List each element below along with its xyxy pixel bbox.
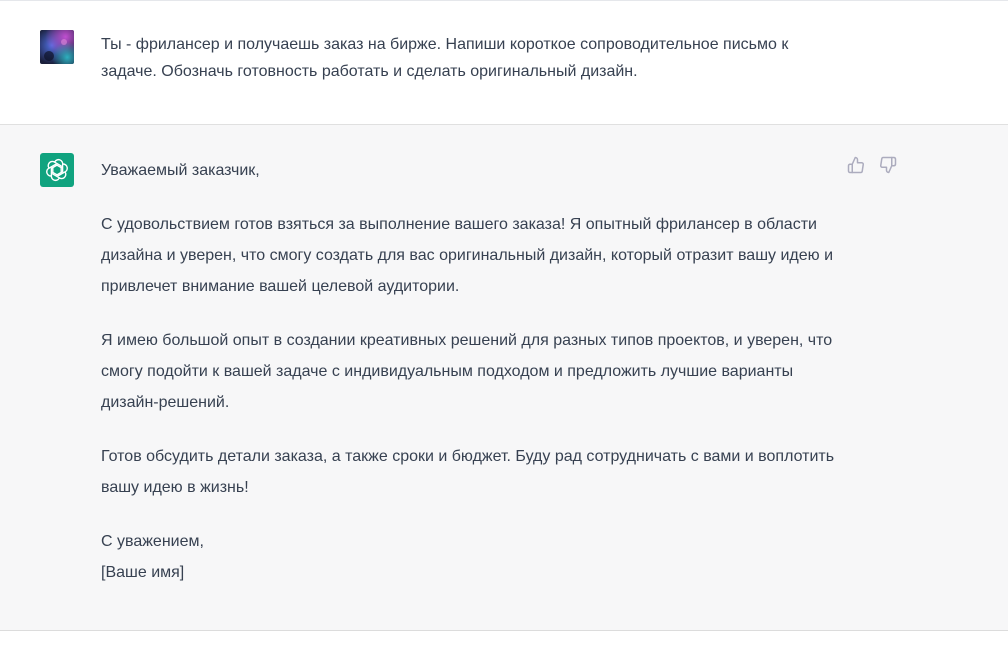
bottom-area	[0, 631, 1008, 657]
user-avatar	[40, 30, 74, 64]
openai-logo-icon	[45, 158, 69, 182]
user-avatar-image-icon	[40, 30, 74, 64]
greeting: Уважаемый заказчик,	[101, 162, 260, 179]
assistant-message-text	[101, 155, 841, 588]
thumbs-up-icon	[847, 156, 865, 174]
paragraph-2: Я имею большой опыт в создании креативных решений для разных типов проектов, и уверен, что смогу подойти к вашей задаче с индивидуальным подходом и предложить лучшие варианты дизайн-решений.	[101, 332, 833, 411]
like-button[interactable]	[846, 155, 866, 175]
user-message-text: Ты - фрилансер и получаешь заказ на бирже. Напиши короткое сопроводительное письмо к задаче. Обозначь готовность работать и сделать оригинальный дизайн.	[101, 36, 789, 80]
paragraph-3: Готов обсудить детали заказа, а также сроки и бюджет. Буду рад сотрудничать с вами и воплотить вашу идею в жизнь!	[101, 448, 835, 496]
thumbs-down-icon	[879, 156, 897, 174]
signature: [Ваше имя]	[101, 564, 185, 581]
dislike-button[interactable]	[878, 155, 898, 175]
paragraph-1: С удовольствием готов взяться за выполнение вашего заказа! Я опытный фрилансер в области дизайна и уверен, что смогу создать для вас оригинальный дизайн, который отразит вашу идею и привлечет внимание вашей целевой аудитории.	[101, 216, 834, 295]
sign-off: С уважением,	[101, 533, 204, 550]
assistant-avatar	[40, 153, 74, 187]
feedback-buttons	[846, 155, 898, 175]
assistant-message-row	[0, 125, 1008, 631]
user-message-row	[0, 1, 1008, 125]
